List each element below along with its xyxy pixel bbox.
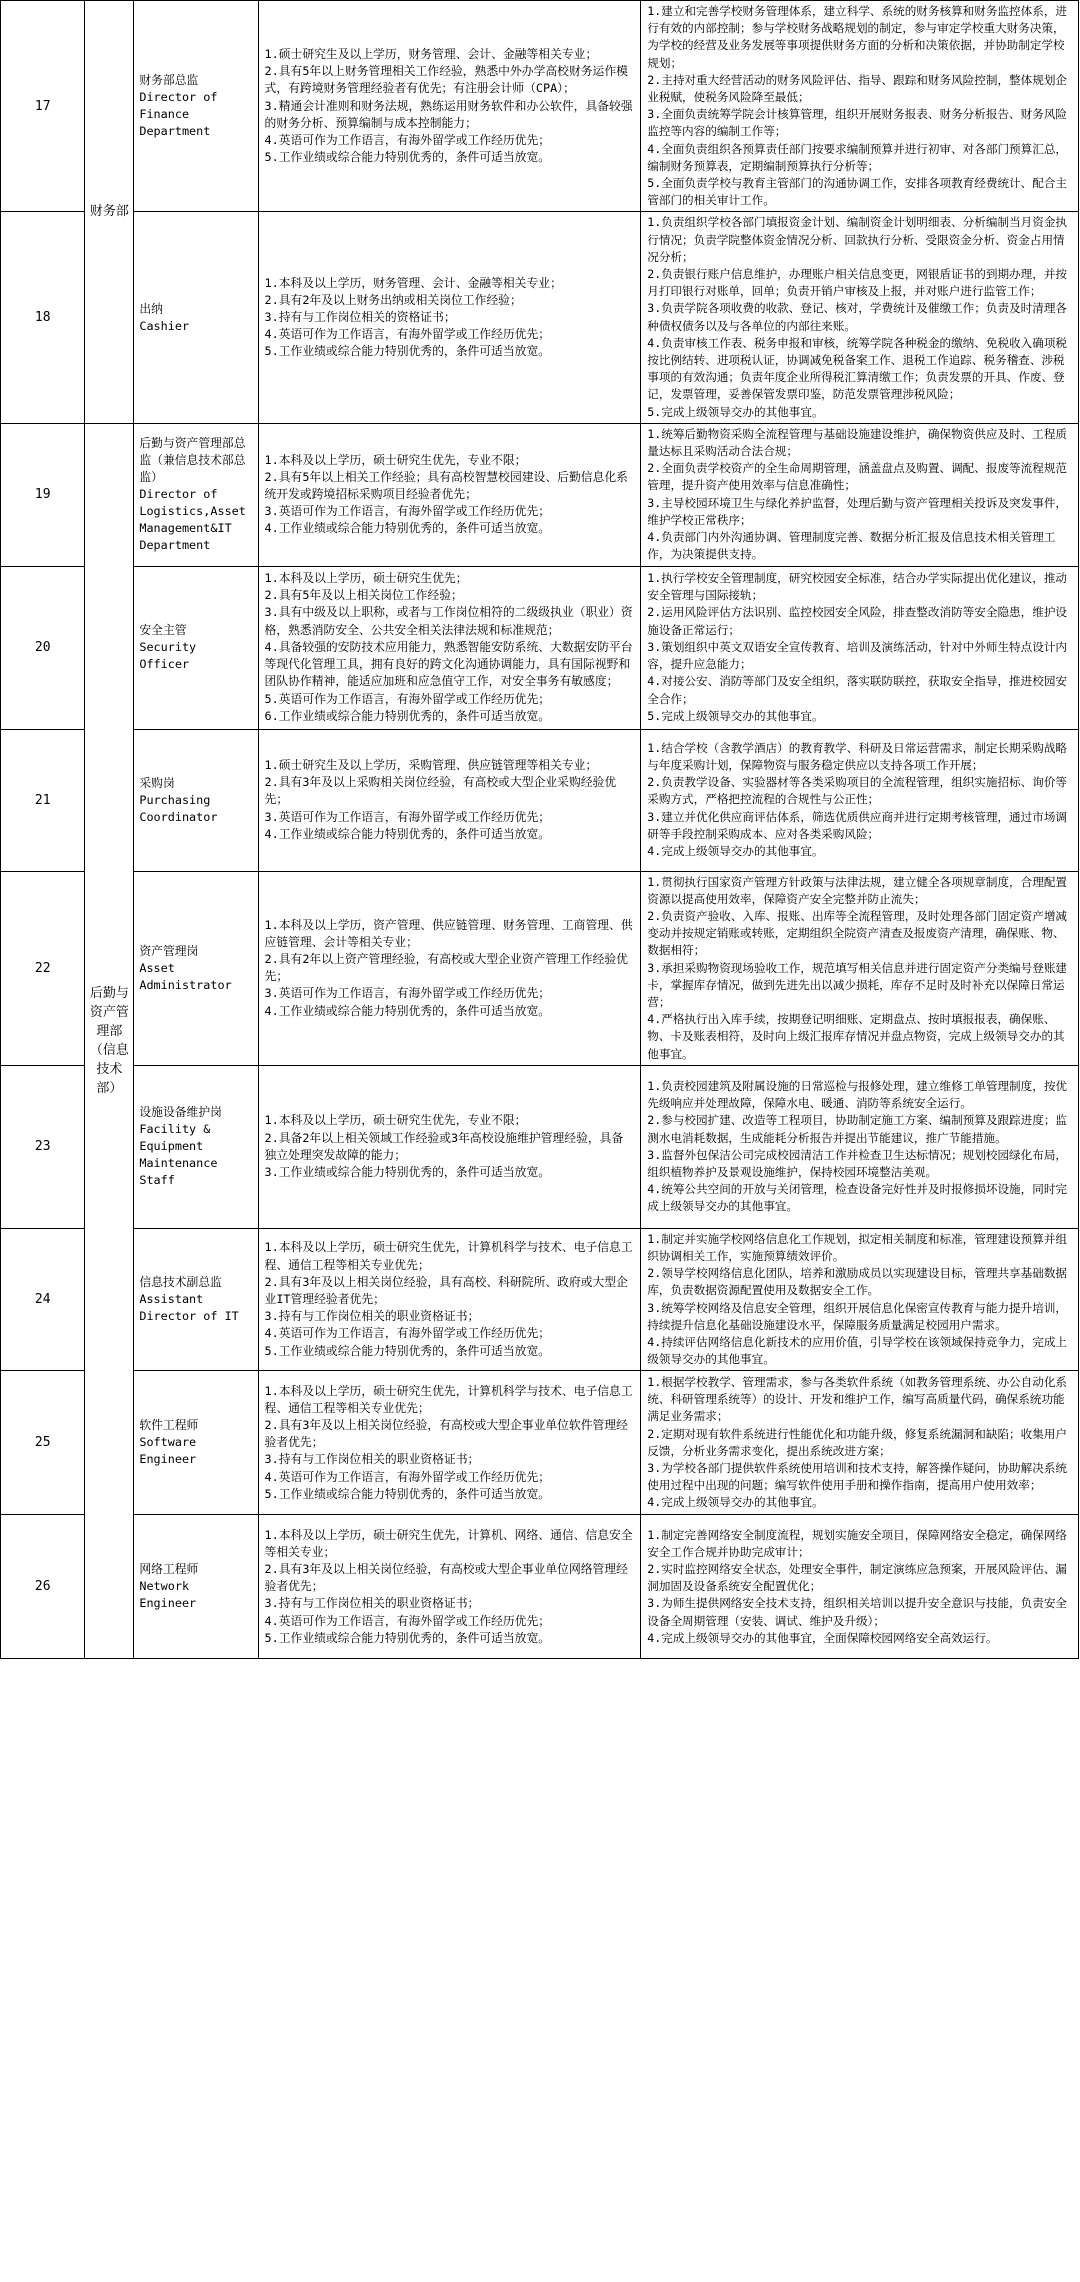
cell-line: 3.持有与工作岗位相关的职业资格证书； [264, 1596, 480, 1611]
cell-line: 1.本科及以上学历，财务管理、会计、金融等相关专业； [264, 275, 562, 290]
table-row [1, 1, 1079, 212]
cell-line: 4.严格执行出入库手续，按期登记明细账、定期盘点、按时填报报表，确保账、物、卡及账表相符，及时向上级汇报库存情况并盘点物资，完成上级领导交办的其他事宜。 [647, 1012, 1065, 1061]
cell-line: Logistics,Asset [139, 504, 246, 519]
cell-line: Cashier [139, 318, 190, 333]
duties-cell [641, 423, 1079, 566]
position-cell [134, 212, 258, 423]
cell-line: 1.制定并实施学校网络信息化工作规划，拟定相关制度和标准，管理建设预算并组织协调相关工作，实施预算绩效评价。 [647, 1231, 1068, 1263]
position-cell [134, 423, 258, 566]
cell-line: 网络工程师 [139, 1562, 199, 1577]
cell-line: 1.本科及以上学历，资产管理、供应链管理、财务管理、工商管理、供应链管理、会计等相关专业； [264, 917, 633, 949]
cell-line: 软件工程师 [139, 1418, 199, 1433]
table-row [1, 1228, 1079, 1371]
cell-line: 5.工作业绩或综合能力特别优秀的，条件可适当放宽。 [264, 1486, 551, 1501]
cell-line: 3.负责学院各项收费的收款、登记、核对，学费统计及催缴工作；负责及时清理各种债权债务以及与各单位的内部往来账。 [647, 301, 1068, 333]
position-cell [134, 566, 258, 729]
cell-line: 出纳 [139, 301, 163, 316]
position-cell [134, 1515, 258, 1659]
table-row [1, 871, 1079, 1065]
duties-cell [641, 729, 1079, 871]
cell-line: Assistant [139, 1292, 204, 1307]
cell-line: 4.英语可作为工作语言，有海外留学或工作经历优先； [264, 1613, 551, 1628]
cell-line: 4.负责部门内外沟通协调、管理制度完善、数据分析汇报及信息技术相关管理工作，为决策提供支持。 [647, 530, 1056, 562]
cell-line: 2.参与校园扩建、改造等工程项目，协助制定施工方案、编制预算及跟踪进度；监测水电消耗数据，生成能耗分析报告并提出节能建议，推广节能措施。 [647, 1113, 1068, 1145]
cell-line: 3.英语可作为工作语言，有海外留学或工作经历优先； [264, 986, 551, 1001]
row-number: 24 [1, 1228, 85, 1371]
table-row [1, 729, 1079, 871]
requirements-cell [258, 212, 641, 423]
cell-line: 信息技术副总监 [139, 1275, 222, 1290]
cell-line: 5.工作业绩或综合能力特别优秀的，条件可适当放宽。 [264, 344, 551, 359]
cell-line: 3.持有与工作岗位相关的资格证书； [264, 310, 456, 325]
cell-line: 4.英语可作为工作语言，有海外留学或工作经历优先； [264, 327, 551, 342]
row-number: 17 [1, 1, 85, 212]
requirements-cell [258, 1515, 641, 1659]
cell-line: 4.具备较强的安防技术应用能力，熟悉智能安防系统、大数据安防平台等现代化管理工具，拥有良好的跨文化沟通协调能力，具有国际视野和团队协作精神，能适应加班和应急值守工作，对安全事务有敏感度； [264, 639, 633, 689]
cell-line: 4.持续评估网络信息化新技术的应用价值，引导学校在该领域保持竞争力，完成上级领导交办的其他事宜。 [647, 1334, 1068, 1367]
cell-line: Staff [139, 1173, 175, 1188]
cell-line: 3.持有与工作岗位相关的职业资格证书； [264, 1452, 480, 1467]
cell-line: Coordinator [139, 809, 218, 824]
duties-cell [641, 212, 1079, 423]
table-row [1, 212, 1079, 423]
cell-line: 1.制定完善网络安全制度流程，规划实施安全项目，保障网络安全稳定，确保网络安全工作合规并协助完成审计； [647, 1527, 1068, 1559]
cell-line: 2.具备2年以上相关领域工作经验或3年高校设施维护管理经验，具备独立处理突发故障的能力； [264, 1130, 624, 1162]
cell-line: Software [139, 1435, 197, 1450]
cell-line: 1.本科及以上学历，硕士研究生优先，专业不限； [264, 1113, 527, 1128]
cell-line: 4.工作业绩或综合能力特别优秀的，条件可适当放宽。 [264, 1003, 551, 1018]
cell-line: 资产管理岗 [139, 943, 199, 958]
row-number: 21 [1, 729, 85, 871]
cell-line: 5.工作业绩或综合能力特别优秀的，条件可适当放宽。 [264, 1630, 551, 1645]
duties-cell [641, 1, 1079, 212]
cell-line: 1.本科及以上学历，硕士研究生优先，计算机科学与技术、电子信息工程、通信工程等相关专业优先； [264, 1240, 633, 1272]
cell-line: 1.本科及以上学历，硕士研究生优先，计算机科学与技术、电子信息工程、通信工程等相关专业优先； [264, 1383, 633, 1415]
cell-line: 4.对接公安、消防等部门及安全组织，落实联防联控，获取安全指导，推进校园安全合作； [647, 674, 1068, 706]
position-cell [134, 729, 258, 871]
cell-line: 1.本科及以上学历，硕士研究生优先； [264, 571, 468, 586]
requirements-cell [258, 729, 641, 871]
cell-line: 1.建立和完善学校财务管理体系，建立科学、系统的财务核算和财务监控体系，进行有效的内部控制；参与学校财务战略规划的制定，参与审定学校重大财务决策，为学校的经营及业务发展等事项提供财务方面的分析和决策依据，并协助制定学校规划； [647, 4, 1068, 70]
cell-line: 3.承担采购物资现场验收工作，规范填写相关信息并进行固定资产分类编号登账建卡，掌握库存情况，做到先进先出以减少损耗，库存不足时及时补充以保障日常运营； [647, 960, 1068, 1009]
cell-line: 3.策划组织中英文双语安全宣传教育、培训及演练活动，针对中外师生特点设计内容，提升应急能力； [647, 639, 1068, 672]
row-number: 23 [1, 1065, 85, 1228]
position-cell [134, 1228, 258, 1371]
cell-line: 3.全面负责统筹学院会计核算管理，组织开展财务报表、财务分析报告、财务风险监控等内容的编制工作等； [647, 107, 1068, 139]
table-row [1, 1065, 1079, 1228]
cell-line: 2.具有3年及以上采购相关岗位经验，有高校或大型企业采购经验优先； [264, 775, 617, 807]
cell-line: Purchasing [139, 792, 211, 807]
cell-line: 5.完成上级领导交办的其他事宜。 [647, 708, 824, 723]
cell-line: 5.完成上级领导交办的其他事宜。 [647, 404, 824, 419]
cell-line: 2.具有3年及以上相关岗位经验，有高校或大型企事业单位网络管理经验者优先； [264, 1562, 628, 1594]
cell-line: Officer [139, 657, 190, 671]
cell-line: 2.负责银行账户信息维护，办理账户相关信息变更，网银盾证书的到期办理，并按月打印银行对账单，回单；负责开销户审核及上报，并对账户进行监管工作； [647, 267, 1068, 299]
cell-line: 采购岗 [139, 775, 175, 790]
table-row [1, 566, 1079, 729]
cell-line: 1.贯彻执行国家资产管理方针政策与法律法规，建立健全各项规章制度，合理配置资源以提高使用效率，保障资产安全完整并防止流失； [647, 874, 1068, 906]
cell-line: Network [139, 1579, 190, 1594]
department-cell: 财务部 [85, 1, 134, 424]
cell-line: 4.完成上级领导交办的其他事宜。 [647, 844, 824, 858]
row-number: 19 [1, 423, 85, 566]
cell-line: 3.英语可作为工作语言，有海外留学或工作经历优先； [264, 504, 551, 519]
cell-line: Engineer [139, 1596, 197, 1611]
cell-line: 4.统筹公共空间的开放与关闭管理，检查设备完好性并及时报修损坏设施，同时完成上级领导交办的其他事宜。 [647, 1182, 1068, 1214]
cell-line: 5.工作业绩或综合能力特别优秀的，条件可适当放宽。 [264, 150, 551, 165]
duties-cell [641, 871, 1079, 1065]
row-number: 26 [1, 1515, 85, 1659]
cell-line: 2.定期对现有软件系统进行性能优化和功能升级，修复系统漏洞和缺陷；收集用户反馈，分析业务需求变化，提出系统改进方案； [647, 1426, 1068, 1458]
requirements-cell [258, 423, 641, 566]
position-cell [134, 871, 258, 1065]
cell-line: 1.统筹后勤物资采购全流程管理与基础设施建设维护，确保物资供应及时、工程质量达标且采购活动合法合规； [647, 426, 1068, 459]
cell-line: 5.英语可作为工作语言，有海外留学或工作经历优先； [264, 691, 551, 706]
cell-line: 3.精通会计准则和财务法规，熟练运用财务软件和办公软件，具备较强的财务分析、预算编制与成本控制能力； [264, 98, 633, 130]
cell-line: Facility & [139, 1122, 211, 1137]
duties-cell [641, 1371, 1079, 1515]
cell-line: 2.运用风险评估方法识别、监控校园安全风险，排查整改消防等安全隐患，维护设施设备正常运行； [647, 605, 1068, 637]
cell-line: 3.建立并优化供应商评估体系，筛选优质供应商并进行定期考核管理，通过市场调研等手段控制采购成本、应对各类采购风险； [647, 809, 1068, 841]
cell-line: 1.负责校园建筑及附属设施的日常巡检与报修处理，建立维修工单管理制度，按优先级响应并处理故障，保障水电、暖通、消防等系统安全运行。 [647, 1078, 1068, 1111]
cell-line: Finance [139, 107, 190, 122]
cell-line: 1.硕士研究生及以上学历，采购管理、供应链管理等相关专业； [264, 757, 598, 772]
cell-line: Director of IT [139, 1309, 239, 1324]
cell-line: Department [139, 124, 211, 139]
row-number: 18 [1, 212, 85, 423]
cell-line: 后勤与资产管理部总监（兼信息技术部总监） [139, 436, 246, 485]
cell-line: 1.硕士研究生及以上学历，财务管理、会计、金融等相关专业； [264, 47, 598, 61]
cell-line: Maintenance [139, 1156, 218, 1171]
cell-line: Engineer [139, 1452, 197, 1467]
cell-line: 2.负责教学设备、实验器材等各类采购项目的全流程管理，组织实施招标、询价等采购方式，严格把控流程的合规性与公正性； [647, 775, 1068, 807]
cell-line: 3.监督外包保洁公司完成校园清洁工作并检查卫生达标情况；规划校园绿化布局，组织植物养护及景观设施维护，保持校园环境整洁美观。 [647, 1147, 1068, 1179]
cell-line: 设施设备维护岗 [139, 1105, 222, 1120]
department-cell: 后勤与资产管理部（信息技术部） [85, 423, 134, 1658]
requirements-cell [258, 566, 641, 729]
requirements-cell [258, 871, 641, 1065]
cell-line: 1.执行学校安全管理制度，研究校园安全标准，结合办学实际提出优化建议，推动安全管理与国际接轨； [647, 571, 1068, 603]
position-cell [134, 1, 258, 212]
cell-line: 6.工作业绩或综合能力特别优秀的，条件可适当放宽。 [264, 708, 551, 723]
cell-line: Equipment [139, 1139, 204, 1154]
cell-line: 1.本科及以上学历，硕士研究生优先，计算机、网络、通信、信息安全等相关专业； [264, 1527, 633, 1559]
cell-line: 4.英语可作为工作语言，有海外留学或工作经历优先； [264, 1326, 551, 1341]
cell-line: 4.完成上级领导交办的其他事宜。 [647, 1495, 824, 1510]
cell-line: Director of [139, 487, 218, 502]
row-number: 22 [1, 871, 85, 1065]
cell-line: 财务部总监 [139, 73, 199, 88]
cell-line: 5.工作业绩或综合能力特别优秀的，条件可适当放宽。 [264, 1343, 551, 1358]
cell-line: 3.为学校各部门提供软件系统使用培训和技术支持，解答操作疑问，协助解决系统使用过程中出现的问题；编写软件使用手册和操作指南，提高用户使用效率； [647, 1461, 1068, 1493]
cell-line: 4.工作业绩或综合能力特别优秀的，条件可适当放宽。 [264, 826, 551, 841]
cell-line: 3.统筹学校网络及信息安全管理，组织开展信息化保密宣传教育与能力提升培训，持续提升信息化基础设施建设水平，保障服务质量满足校园用户需求。 [647, 1300, 1068, 1332]
cell-line: 2.具有5年及以上相关岗位工作经验； [264, 588, 463, 603]
cell-line: 1.结合学校（含教学酒店）的教育教学、科研及日常运营需求，制定长期采购战略与年度采购计划，保障物资与服务稳定供应以支持各项工作开展； [647, 740, 1068, 772]
cell-line: 安全主管 [139, 623, 187, 637]
cell-line: Director of [139, 90, 218, 105]
cell-line: 3.具有中级及以上职称，或者与工作岗位相符的二级级执业（职业）资格，熟悉消防安全、公共安全相关法律法规和标准规范； [264, 605, 633, 637]
cell-line: 5.全面负责学校与教育主管部门的沟通协调工作，安排各项教育经费统计、配合主管部门的相关审计工作。 [647, 176, 1068, 208]
position-cell [134, 1065, 258, 1228]
requirements-cell [258, 1, 641, 212]
duties-cell [641, 566, 1079, 729]
cell-line: 3.为师生提供网络安全技术支持，组织相关培训以提升安全意识与技能，负责安全设备全周期管理（安装、调试、维护及升级）； [647, 1596, 1068, 1628]
cell-line: 1.根据学校教学、管理需求，参与各类软件系统（如教务管理系统、办公自动化系统、科研管理系统等）的设计、开发和维护工作，编写高质量代码，确保系统功能满足业务需求； [647, 1375, 1068, 1424]
cell-line: 4.全面负责组织各预算责任部门按要求编制预算并进行初审、对各部门预算汇总，编制财务预算表，定期编制预算执行分析等； [647, 141, 1068, 173]
requirements-cell [258, 1065, 641, 1228]
cell-line: 2.实时监控网络安全状态，处理安全事件，制定演练应急预案，开展风险评估、漏洞加固及设备系统安全配置优化； [647, 1562, 1068, 1594]
cell-line: 2.具有5年以上相关工作经验；具有高校智慧校园建设、后勤信息化系统开发或跨境招标采购项目经验者优先； [264, 469, 628, 502]
cell-line: 2.领导学校网络信息化团队，培养和激励成员以实现建设目标，管理共享基础数据库，负责数据资源配置使用及数据安全工作。 [647, 1266, 1068, 1298]
cell-line: Asset [139, 960, 175, 975]
cell-line: 2.具有2年及以上财务出纳或相关岗位工作经验； [264, 292, 522, 307]
position-cell [134, 1371, 258, 1515]
requirements-cell [258, 1371, 641, 1515]
cell-line: Management&IT [139, 521, 232, 536]
cell-line: 2.具有3年及以上相关岗位经验，有高校或大型企事业单位软件管理经验者优先； [264, 1418, 628, 1450]
cell-line: Department [139, 538, 211, 553]
cell-line: 3.工作业绩或综合能力特别优秀的，条件可适当放宽。 [264, 1164, 551, 1179]
cell-line: 2.主持对重大经营活动的财务风险评估、指导、跟踪和财务风险控制，整体规划企业税赋，使税务风险降至最低； [647, 72, 1068, 105]
cell-line: 4.英语可作为工作语言，有海外留学或工作经历优先； [264, 133, 551, 148]
cell-line: 3.主导校园环境卫生与绿化养护监督，处理后勤与资产管理相关投诉及突发事件，维护学校正常秩序； [647, 495, 1068, 527]
duties-cell [641, 1228, 1079, 1371]
cell-line: 2.具有3年及以上相关岗位经验，具有高校、科研院所、政府或大型企业IT管理经验者优先； [264, 1274, 628, 1306]
cell-line: Administrator [139, 977, 232, 992]
row-number: 25 [1, 1371, 85, 1515]
table-row [1, 1515, 1079, 1659]
cell-line: 4.工作业绩或综合能力特别优秀的，条件可适当放宽。 [264, 521, 551, 536]
table-row [1, 423, 1079, 566]
cell-line: 2.具有2年以上资产管理经验，有高校或大型企业资产管理工作经验优先； [264, 951, 628, 984]
duties-cell [641, 1065, 1079, 1228]
cell-line: 1.负责组织学校各部门填报资金计划、编制资金计划明细表、分析编制当月资金执行情况；负责学院整体资金情况分析、回款执行分析、受限资金分析、资金占用情况分析； [647, 215, 1068, 264]
cell-line: 3.英语可作为工作语言，有海外留学或工作经历优先； [264, 809, 551, 824]
table-row [1, 1371, 1079, 1515]
cell-line: 4.负责审核工作表、税务申报和审核，统筹学院各种税金的缴纳、免税收入确项税按比例结转、进项税认证，协调减免税备案工作、退税工作追踪、税务稽查、涉税事项的有效沟通；负责年度企业所得税汇算清缴工作；负责发票的开具、作废、登记，发票管理，妥善保管发票印鉴，防范发票管理涉税风险； [647, 335, 1068, 402]
cell-line: 2.具有5年以上财务管理相关工作经验，熟悉中外办学高校财务运作模式，有跨境财务管理经验者有优先；有注册会计师（CPA）； [264, 64, 628, 96]
duties-cell [641, 1515, 1079, 1659]
cell-line: Security [139, 640, 197, 654]
requirements-cell [258, 1228, 641, 1371]
cell-line: 2.全面负责学校资产的全生命周期管理，涵盖盘点及购置、调配、报废等流程规范管理，提升资产使用效率与信息准确性； [647, 461, 1068, 493]
cell-line: 4.英语可作为工作语言，有海外留学或工作经历优先； [264, 1469, 551, 1484]
cell-line: 2.负责资产验收、入库、报账、出库等全流程管理，及时处理各部门固定资产增减变动并按规定销账或转账，定期组织全院资产清查及报废资产清理，确保账、物、数据相符； [647, 908, 1068, 958]
cell-line: 1.本科及以上学历，硕士研究生优先，专业不限； [264, 452, 527, 467]
row-number: 20 [1, 566, 85, 729]
cell-line: 3.持有与工作岗位相关的职业资格证书； [264, 1309, 480, 1324]
cell-line: 4.完成上级领导交办的其他事宜，全面保障校园网络安全高效运行。 [647, 1630, 998, 1645]
